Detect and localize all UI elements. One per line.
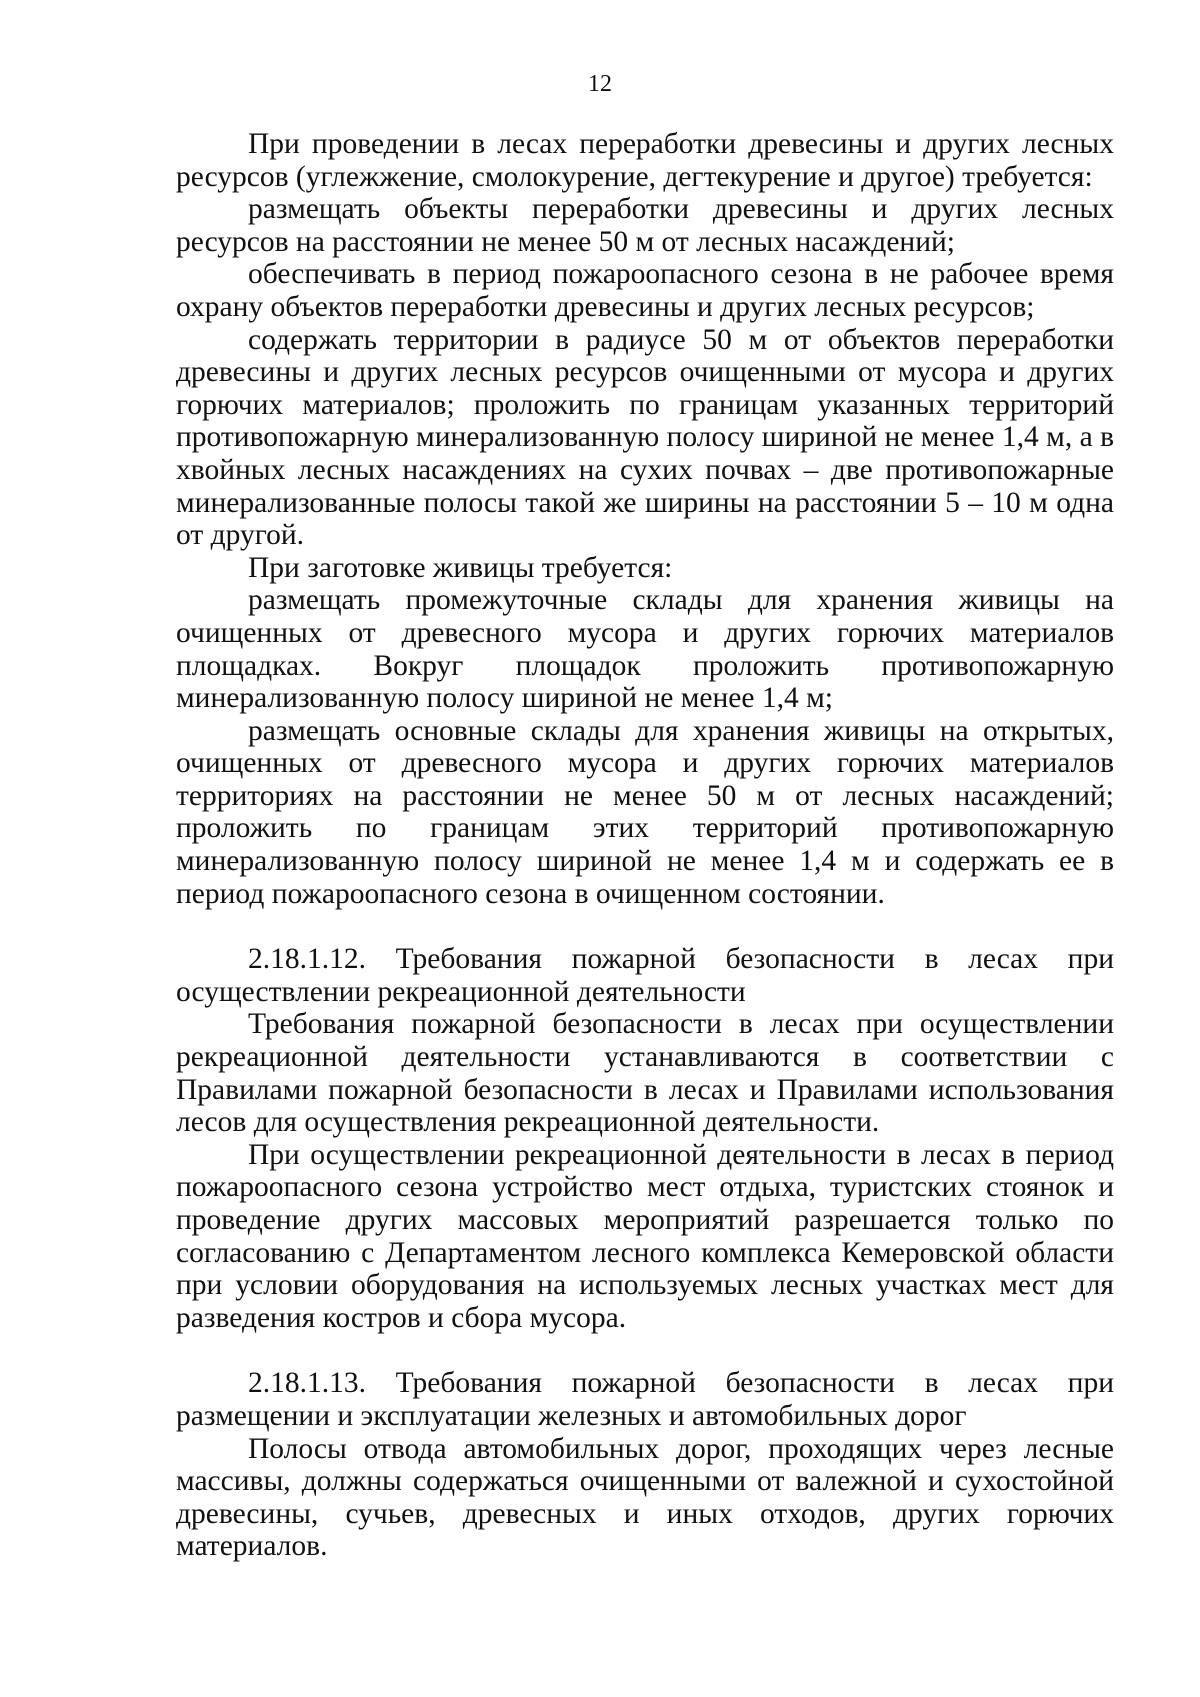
section-heading-2-18-1-12: 2.18.1.12. Требования пожарной безопасности в лесах при осуществлении рекреационной деятельности xyxy=(176,943,1114,1008)
paragraph-processing-intro: При проведении в лесах переработки древесины и других лесных ресурсов (углежжение, смолокурение, дегтекурение и другое) требуется: xyxy=(176,128,1114,193)
paragraph-processing-territory: содержать территории в радиусе 50 м от объектов переработки древесины и других лесных ресурсов очищенными от мусора и других горючих материалов; проложить по границам указанных территорий противопожарную минерализованную полосу шириной не менее 1,4 м, а в хвойных лесных насаждениях на сухих почвах – две противопожарные минерализованные полосы такой же ширины на расстоянии 5 – 10 м одна от другой. xyxy=(176,323,1114,552)
paragraph-road-strips: Полосы отвода автомобильных дорог, проходящих через лесные массивы, должны содержаться очищенными от валежной и сухостойной древесины, сучьев, древесных и иных отходов, других горючих материалов. xyxy=(176,1432,1114,1563)
paragraph-recreation-season: При осуществлении рекреационной деятельности в лесах в период пожароопасного сезона устройство мест отдыха, туристских стоянок и проведение других массовых мероприятий разрешается только по согласованию с Департаментом лесного комплекса Кемеровской области при условии оборудования на используемых лесных участках мест для разведения костров и сбора мусора. xyxy=(176,1138,1114,1334)
section-heading-2-18-1-13: 2.18.1.13. Требования пожарной безопасности в лесах при размещении и эксплуатации железных и автомобильных дорог xyxy=(176,1367,1114,1432)
paragraph-processing-placement: размещать объекты переработки древесины и других лесных ресурсов на расстоянии не менее 50 м от лесных насаждений; xyxy=(176,193,1114,258)
section-spacer xyxy=(176,910,1114,943)
paragraph-resin-intro: При заготовке живицы требуется: xyxy=(248,551,673,584)
paragraph-recreation-rules: Требования пожарной безопасности в лесах при осуществлении рекреационной деятельности устанавливаются в соответствии с Правилами пожарной безопасности в лесах и Правилами использования лесов для осуществления рекреационной деятельности. xyxy=(176,1008,1114,1139)
page-number: 12 xyxy=(588,71,612,97)
paragraph-resin-main-storage: размещать основные склады для хранения живицы на открытых, очищенных от древесного мусора и других горючих материалов территориях на расстоянии не менее 50 м от лесных насаждений; проложить по границам этих территорий противопожарную минерализованную полосу шириной не менее 1,4 м и содержать ее в период пожароопасного сезона в очищенном состоянии. xyxy=(176,714,1114,910)
document-body xyxy=(176,128,1114,1563)
paragraph-processing-guard: обеспечивать в период пожароопасного сезона в не рабочее время охрану объектов переработки древесины и других лесных ресурсов; xyxy=(176,258,1114,323)
paragraph-resin-intermediate-storage: размещать промежуточные склады для хранения живицы на очищенных от древесного мусора и других горючих материалов площадках. Вокруг площадок проложить противопожарную минерализованную полосу шириной не менее 1,4 м; xyxy=(176,584,1114,715)
section-spacer xyxy=(176,1334,1114,1367)
